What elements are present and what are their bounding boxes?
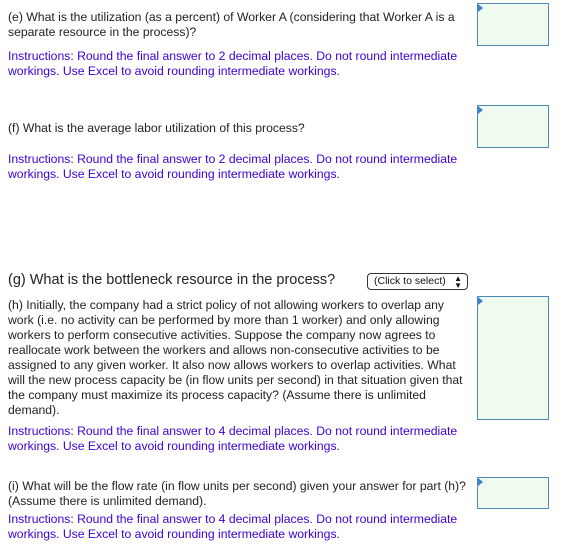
question-i-instructions: Instructions: Round the final answer to 4 decimal places. Do not round intermediate workings. Use Excel to avoid rounding intermediate workings. [8,512,458,541]
up-down-chevron-icon: ▲ ▼ [454,273,462,290]
flag-icon [478,297,483,305]
bottleneck-select[interactable] [367,273,468,290]
answer-input-f[interactable] [477,105,549,148]
question-h-instructions: Instructions: Round the final answer to 4 decimal places. Do not round intermediate workings. Use Excel to avoid rounding intermediate workings. [8,424,458,453]
answer-input-i[interactable] [477,477,549,509]
question-e-text: (e) What is the utilization (as a percent) of Worker A (considering that Worker A is a separate resource in the process)? [8,10,455,39]
question-i-text: (i) What will be the flow rate (in flow units per second) given your answer for part (h)? (Assume there is unlimited demand). [8,479,466,508]
question-f-text: (f) What is the average labor utilization of this process? [8,121,305,135]
flag-icon [478,478,483,486]
question-h-text: (h) Initially, the company had a strict policy of not allowing workers to overlap any work (i.e. no activity can be performed by more than 1 worker) and only allowing workers to perform consecutive activities. Suppose the company now agrees to reallocate work between the workers and allows non-consecutive activities to be assigned to any given worker. It also now allows workers to overlap activities. What will the new process capacity be (in flow units per second) in that situation given that the company must maximize its process capacity? (Assume there is unlimited demand). [8,298,463,417]
answer-input-e[interactable] [477,3,549,46]
answer-input-h[interactable] [477,296,549,420]
flag-icon [478,4,483,12]
question-g-text: (g) What is the bottleneck resource in the process? [8,272,336,288]
question-e-instructions: Instructions: Round the final answer to 2 decimal places. Do not round intermediate workings. Use Excel to avoid rounding intermediate workings. [8,49,458,78]
flag-icon [478,106,483,114]
question-f-instructions: Instructions: Round the final answer to 2 decimal places. Do not round intermediate workings. Use Excel to avoid rounding intermediate workings. [8,152,458,181]
bottleneck-select-value: (Click to select) [374,275,446,287]
